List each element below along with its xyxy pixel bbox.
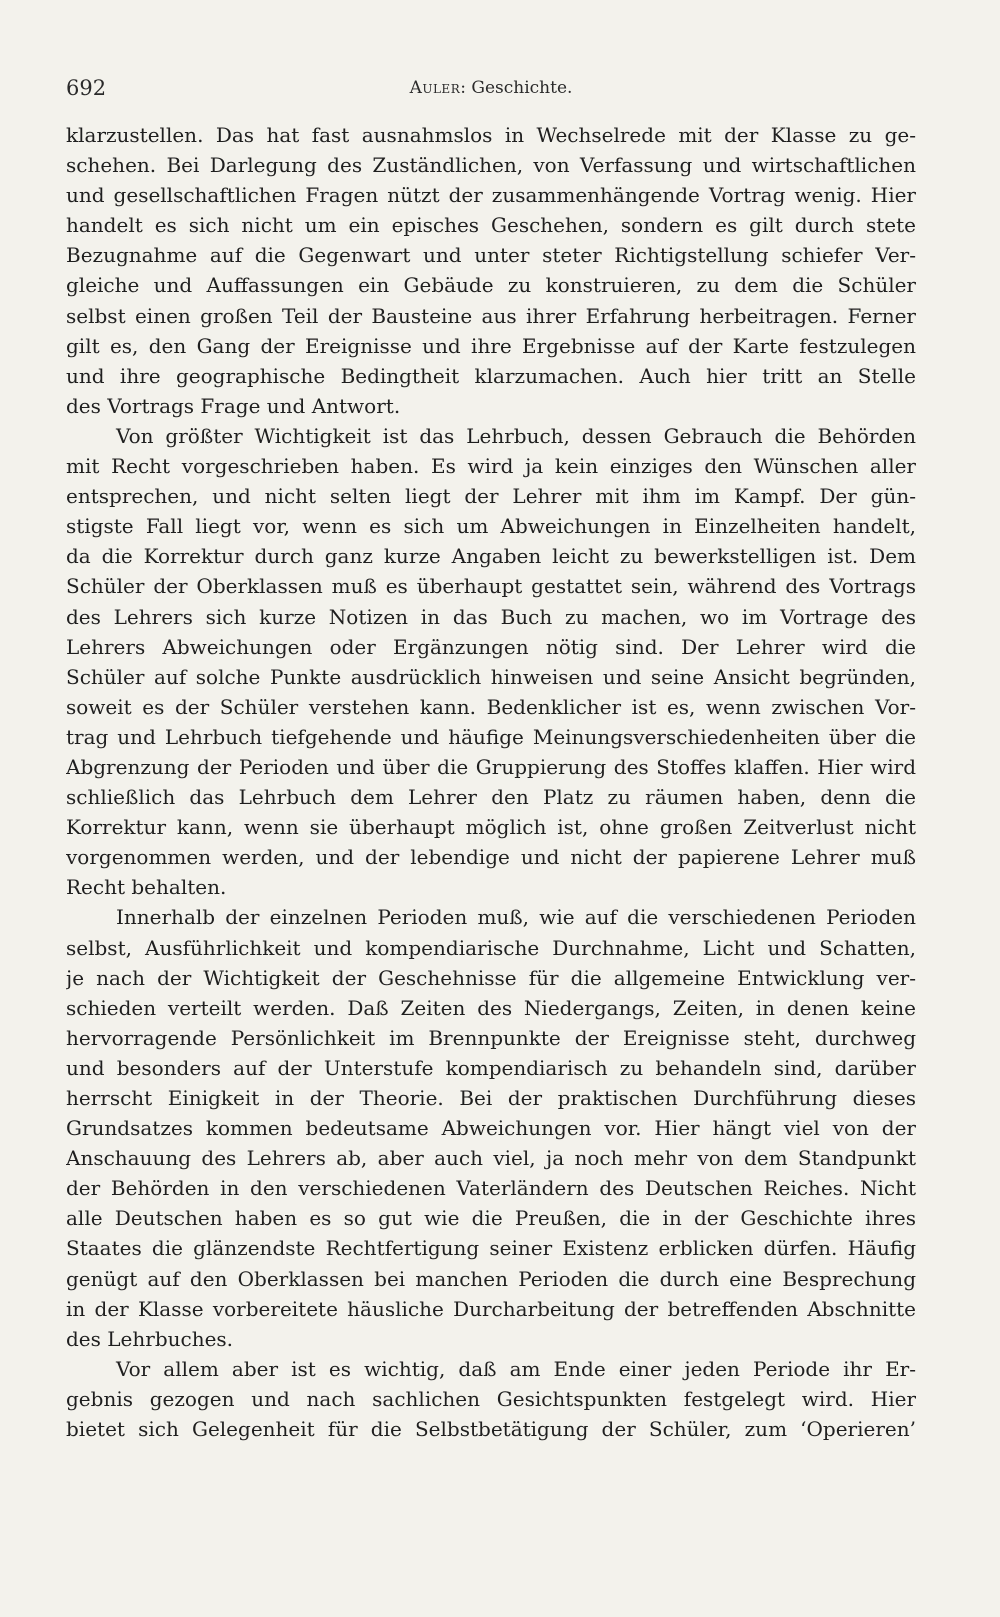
paragraph-2 [66, 421, 916, 903]
text-line: bietet sich Gelegenheit für die Selbstbetätigung der Schüler, zum ‘Operieren’ [66, 1417, 916, 1442]
paragraph-1 [66, 120, 916, 421]
text-line: Anschauung des Lehrers ab, aber auch viel, ja noch mehr von dem Standpunkt [66, 1146, 916, 1171]
text-line: Vor allem aber ist es wichtig, daß am Ende einer jeden Periode ihr Er- [116, 1356, 916, 1381]
running-head-separator: : [460, 78, 466, 98]
text-line: gleiche und Auffassungen ein Gebäude zu konstruieren, zu dem die Schüler [66, 273, 916, 298]
page-number: 692 [66, 76, 107, 100]
text-line: schließlich das Lehrbuch dem Lehrer den Platz zu räumen haben, denn die [66, 785, 916, 810]
text-line: des Lehrers sich kurze Notizen in das Buch zu machen, wo im Vortrage des [66, 604, 916, 629]
text-line: und ihre geographische Bedingtheit klarzumachen. Auch hier tritt an Stelle [66, 363, 916, 388]
text-line: Abgrenzung der Perioden und über die Gruppierung des Stoffes klaffen. Hier wird [66, 754, 916, 779]
text-line: gilt es, den Gang der Ereignisse und ihre Ergebnisse auf der Karte festzulegen [66, 333, 916, 358]
text-line: mit Recht vorgeschrieben haben. Es wird ja kein einziges den Wünschen aller [66, 454, 916, 479]
text-line: hervorragende Persönlichkeit im Brennpunkte der Ereignisse steht, durchweg [66, 1025, 916, 1050]
running-head-title: Geschichte. [471, 78, 573, 98]
text-line: gebnis gezogen und nach sachlichen Gesichtspunkten festgelegt wird. Hier [66, 1386, 916, 1411]
text-line: selbst, Ausführlichkeit und kompendiarische Durchnahme, Licht und Schatten, [66, 935, 916, 960]
text-line: Bezugnahme auf die Gegenwart und unter steter Richtigstellung schiefer Ver- [66, 243, 916, 268]
running-head-author: Auler [409, 78, 461, 98]
text-line: alle Deutschen haben es so gut wie die Preußen, die in der Geschichte ihres [66, 1206, 916, 1231]
text-line: Recht behalten. [66, 875, 227, 900]
text-line: der Behörden in den verschiedenen Vaterländern des Deutschen Reiches. Nicht [66, 1176, 916, 1201]
page-header [66, 76, 916, 106]
text-line: Schüler der Oberklassen muß es überhaupt gestattet sein, während des Vortrags [66, 574, 916, 599]
text-line: Grundsatzes kommen bedeutsame Abweichungen vor. Hier hängt viel von der [66, 1116, 916, 1141]
text-line: Innerhalb der einzelnen Perioden muß, wie auf die verschiedenen Perioden [116, 905, 916, 930]
text-line: Staates die glänzendste Rechtfertigung seiner Existenz erblicken dürfen. Häufig [66, 1236, 916, 1261]
text-line: je nach der Wichtigkeit der Geschehnisse für die allgemeine Entwicklung ver- [66, 965, 916, 990]
text-line: selbst einen großen Teil der Bausteine aus ihrer Erfahrung herbeitragen. Ferner [66, 303, 916, 328]
text-line: da die Korrektur durch ganz kurze Angaben leicht zu bewerkstelligen ist. Dem [66, 544, 916, 569]
text-line: herrscht Einigkeit in der Theorie. Bei der praktischen Durchführung dieses [66, 1086, 916, 1110]
text-line: und besonders auf der Unterstufe kompendiarisch zu behandeln sind, darüber [66, 1055, 916, 1080]
text-line: genügt auf den Oberklassen bei manchen Perioden die durch eine Besprechung [66, 1266, 916, 1291]
body-text [66, 120, 916, 1444]
text-line: klarzustellen. Das hat fast ausnahmslos in Wechselrede mit der Klasse zu ge- [66, 123, 916, 147]
paragraph-4 [66, 1354, 916, 1444]
text-line: handelt es sich nicht um ein episches Geschehen, sondern es gilt durch stete [66, 213, 916, 238]
text-line: und gesellschaftlichen Fragen nützt der zusammenhängende Vortrag wenig. Hier [66, 183, 916, 208]
text-line: stigste Fall liegt vor, wenn es sich um Abweichungen in Einzelheiten handelt, [66, 514, 916, 539]
text-line: Schüler auf solche Punkte ausdrücklich hinweisen und seine Ansicht begründen, [66, 664, 916, 689]
text-line: des Vortrags Frage und Antwort. [66, 393, 401, 418]
text-line: vorgenommen werden, und der lebendige und nicht der papierene Lehrer muß [66, 845, 916, 870]
paragraph-3 [66, 902, 916, 1353]
text-line: in der Klasse vorbereitete häusliche Durcharbeitung der betreffenden Abschnitte [66, 1296, 916, 1321]
text-line: Lehrers Abweichungen oder Ergänzungen nötig sind. Der Lehrer wird die [66, 634, 916, 659]
text-line: trag und Lehrbuch tiefgehende und häufige Meinungsverschiedenheiten über die [66, 724, 916, 749]
text-line: des Lehrbuches. [66, 1326, 234, 1351]
text-line: schehen. Bei Darlegung des Zuständlichen, von Verfassung und wirtschaftlichen [66, 153, 916, 178]
text-line: soweit es der Schüler verstehen kann. Bedenklicher ist es, wenn zwischen Vor- [66, 694, 916, 719]
text-line: Von größter Wichtigkeit ist das Lehrbuch, dessen Gebrauch die Behörden [116, 423, 916, 448]
text-line: schieden verteilt werden. Daß Zeiten des Niedergangs, Zeiten, in denen keine [66, 995, 916, 1020]
text-line: entsprechen, und nicht selten liegt der Lehrer mit ihm im Kampf. Der gün- [66, 484, 916, 509]
running-head [66, 78, 916, 98]
text-line: Korrektur kann, wenn sie überhaupt möglich ist, ohne großen Zeitverlust nicht [66, 815, 916, 840]
